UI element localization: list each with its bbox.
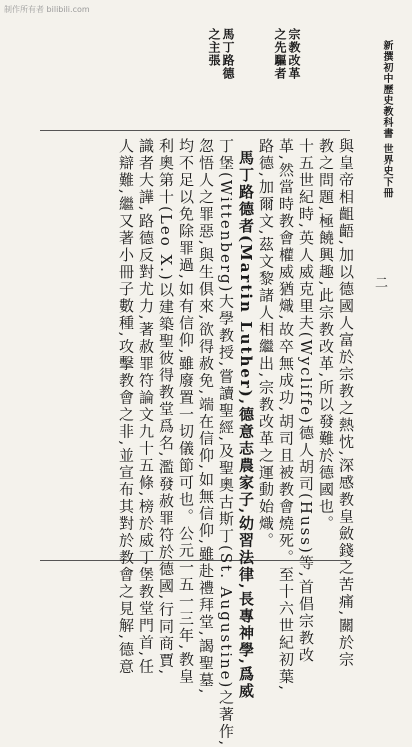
text-column: 人辯難,繼又著小冊子數種,攻擊教會之非,並宣布其對於教會之見解,德意 [117, 138, 135, 676]
running-header: 新撰初中歷史教科書 世界史下冊 [381, 40, 392, 199]
text-column: 識者大譁,路德反對尤力,著赦罪符論文九十五條,榜於威丁堡教堂門首,任 [137, 138, 155, 676]
text-column: 教之問題,極饒興趣,此宗教改革,所以發難於德國也。 [317, 138, 335, 533]
text-column: 均不足以免除罪過,如有信仰,雖廢置一切儀節可也。公元一五一三年,教皇 [177, 138, 195, 686]
marginal-gloss-second [207, 28, 234, 80]
page-number: 二 [374, 276, 388, 291]
text-column: 與皇帝相齟齬,加以德國人富於宗教之熱忱,深感教皇斂錢之苦痛,關於宗 [337, 138, 355, 669]
body-text [117, 138, 355, 747]
text-column: 利奧第十(Leo X.)以建築聖彼得教堂爲名,濫發赦罪符於德國,行同商賈, [157, 138, 175, 677]
top-rule [40, 130, 350, 131]
gloss-line: 馬丁路德 [221, 28, 235, 80]
gloss-line: 之主張 [207, 28, 221, 67]
text-column: 路德,加爾文,茲文黎諸人相繼出,宗教改革之運動始熾。 [257, 138, 275, 550]
marginal-gloss-first [273, 28, 300, 80]
text-column: 丁堡(Wittenberg)大學教授,嘗讀聖經,及聖奧古斯丁(St. Augustine)之著作, [217, 138, 235, 747]
text-column: 十五世紀時,英人威克里夫(Wycliffe)德人胡司(Huss)等,首倡宗教改 [297, 138, 315, 664]
gloss-line: 之先驅者 [273, 28, 287, 80]
text-column: 馬丁路德者(Martin Luther),德意志農家子,幼習法律,長專神學,爲威 [237, 150, 255, 700]
gloss-line: 宗教改革 [287, 28, 301, 80]
text-column: 革,然當時教會權威猶熾,故卒無成功,胡司且被教會燒死。至十六世紀初葉, [277, 138, 295, 693]
watermark: 制作所有者 bilibili.com [4, 5, 90, 14]
text-column: 忽悟人之罪惡,與生俱來,欲得赦免,端在信仰,如無信仰,雖赴禮拜堂,謁聖墓, [197, 138, 215, 696]
